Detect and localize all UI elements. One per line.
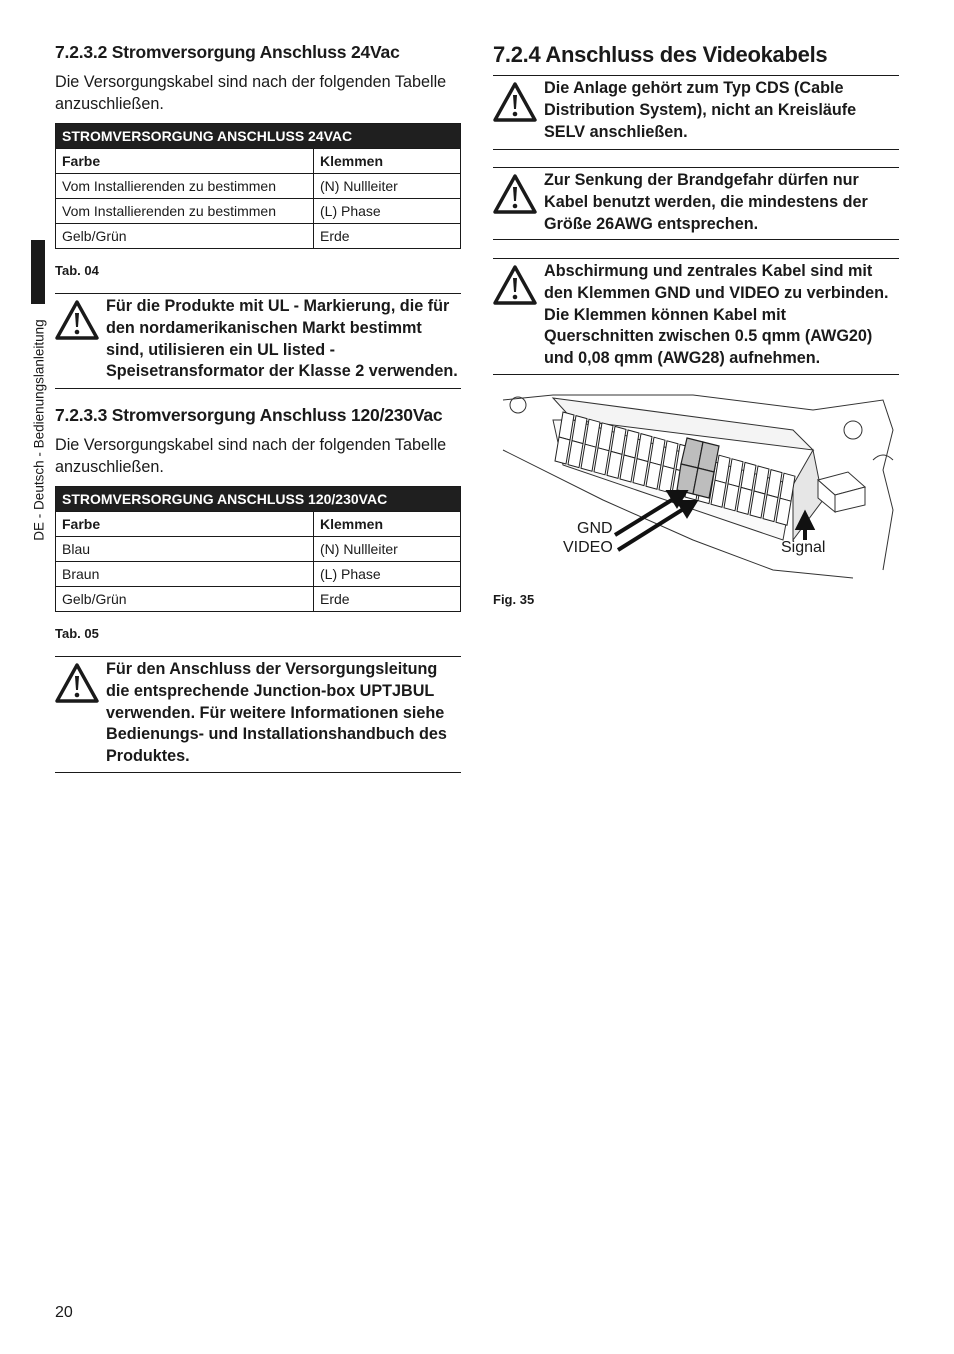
section-text-24vac: Die Versorgungskabel sind nach der folgenden Tabelle anzuschließen. [55,73,447,113]
table-row [56,174,461,199]
table-cell: Gelb/Grün [56,224,314,249]
table-cell: Erde [314,587,461,612]
figure-caption: Fig. 35 [493,592,535,607]
table-header-klemmen: Klemmen [314,512,461,537]
table-cell: (N) Nullleiter [314,537,461,562]
table-cell: Blau [56,537,314,562]
table-120-230vac [55,486,461,612]
warning-box [493,75,899,150]
warning-text: Für die Produkte mit UL - Markierung, die für den nordamerikanischen Markt bestimmt sind, utilisieren ein UL listed - Speisetransformator der Klasse 2 verwenden. [106,297,458,381]
table-row [56,537,461,562]
table-row [56,224,461,249]
table-cell: Braun [56,562,314,587]
table-row [56,562,461,587]
side-tab-marker [31,240,45,304]
warning-box [493,167,899,240]
table-cell: (L) Phase [314,199,461,224]
warning-box [55,656,461,773]
section-text-120-230vac: Die Versorgungskabel sind nach der folgenden Tabelle anzuschließen. [55,436,447,476]
label-video: VIDEO [563,539,613,556]
table-row [56,587,461,612]
warning-icon [493,82,537,122]
table-cell: Gelb/Grün [56,587,314,612]
table-header-farbe: Farbe [56,149,314,174]
table-cell: Vom Installierenden zu bestimmen [56,174,314,199]
section-title-video: 7.2.4 Anschluss des Videokabels [493,42,828,67]
table-cell: Vom Installierenden zu bestimmen [56,199,314,224]
warning-icon [55,663,99,703]
page-number: 20 [55,1304,73,1321]
warning-box [493,258,899,375]
warning-icon [493,265,537,305]
table-title: STROMVERSORGUNG ANSCHLUSS 24VAC [56,124,461,149]
table-24vac [55,123,461,249]
warning-icon [493,174,537,214]
warning-text: Für den Anschluss der Versorgungsleitung die entsprechende Junction-box UPTJBUL verwenden. Für weitere Informationen siehe Bedienungs- und Installationshandbuch des Produktes. [106,660,447,766]
table-caption: Tab. 05 [55,626,99,641]
warning-text: Abschirmung und zentrales Kabel sind mit den Klemmen GND und VIDEO zu verbinden. Die Klemmen können Kabel mit Querschnitten zwischen 0.5 qmm (AWG20) und 0,08 qmm (AWG28) aufnehmen. [544,262,889,368]
table-row [56,199,461,224]
section-title-120-230vac: 7.2.3.3 Stromversorgung Anschluss 120/230Vac [55,405,443,425]
table-title: STROMVERSORGUNG ANSCHLUSS 120/230VAC [56,487,461,512]
table-header-klemmen: Klemmen [314,149,461,174]
warning-text: Die Anlage gehört zum Typ CDS (Cable Distribution System), nicht an Kreisläufe SELV anschließen. [544,79,857,141]
table-cell: (N) Nullleiter [314,174,461,199]
terminal-block-illustration [493,390,899,582]
section-title-24vac: 7.2.3.2 Stromversorgung Anschluss 24Vac [55,42,400,62]
table-caption: Tab. 04 [55,263,99,278]
label-signal: Signal [781,539,826,556]
label-gnd: GND [577,520,613,537]
side-label: DE - Deutsch - Bedienungslanleitung [31,319,47,541]
table-cell: (L) Phase [314,562,461,587]
warning-box [55,293,461,389]
warning-icon [55,300,99,340]
terminal-block-figure [493,390,899,582]
table-cell: Erde [314,224,461,249]
table-header-farbe: Farbe [56,512,314,537]
warning-text: Zur Senkung der Brandgefahr dürfen nur Kabel benutzt werden, die mindestens der Größe 26AWG entsprechen. [544,171,868,233]
